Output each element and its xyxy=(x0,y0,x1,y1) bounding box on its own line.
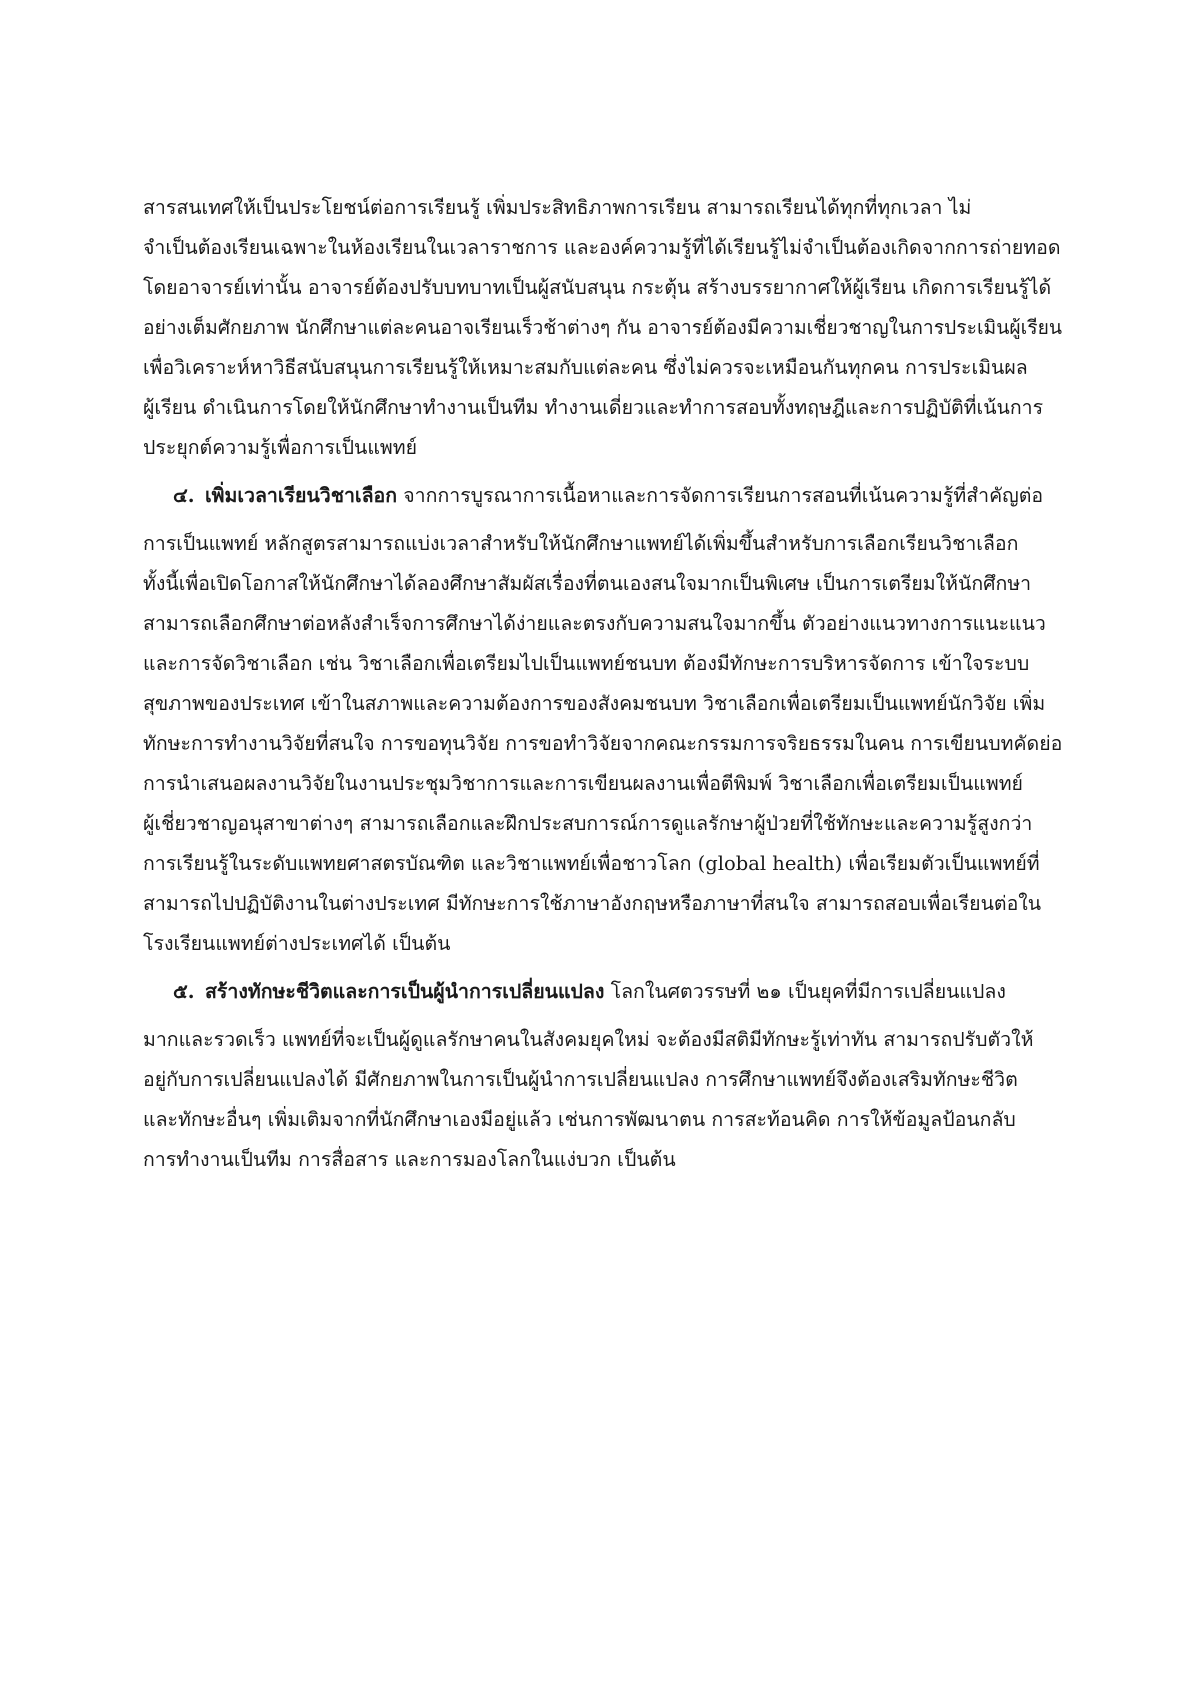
section-4-heading-line xyxy=(143,476,1063,516)
text-line: ผู้เชี่ยวชาญอนุสาขาต่างๆ สามารถเลือกและฝึกประสบการณ์การดูแลรักษาผู้ป่วยที่ใช้ทักษะและความรู้สูงกว่า xyxy=(143,812,1033,835)
text-line: สุขภาพของประเทศ เข้าในสภาพและความต้องการของสังคมชนบท วิชาเลือกเพื่อเตรียมเป็นแพทย์นักวิจัย เพิ่ม xyxy=(143,692,1046,715)
text-line: โดยอาจารย์เท่านั้น อาจารย์ต้องปรับบทบาทเป็นผู้สนับสนุน กระตุ้น สร้างบรรยากาศให้ผู้เรียน เกิดการเรียนรู้ได้ xyxy=(143,276,1052,299)
section-5-number: ๕. xyxy=(173,980,195,1003)
text-line: และทักษะอื่นๆ เพิ่มเติมจากที่นักศึกษาเองมีอยู่แล้ว เช่นการพัฒนาตน การสะท้อนคิด การให้ข้อมูลป้อนกลับ xyxy=(143,1108,1016,1131)
text-line: การเป็นแพทย์ หลักสูตรสามารถแบ่งเวลาสำหรับให้นักศึกษาแพทย์ได้เพิ่มขึ้นสำหรับการเลือกเรียนวิชาเลือก xyxy=(143,532,1019,555)
text-line: สามารถเลือกศึกษาต่อหลังสำเร็จการศึกษาได้ง่ายและตรงกับความสนใจมากขึ้น ตัวอย่างแนวทางการแนะแนว xyxy=(143,612,1046,635)
text-line: สามารถไปปฏิบัติงานในต่างประเทศ มีทักษะการใช้ภาษาอังกฤษหรือภาษาที่สนใจ สามารถสอบเพื่อเรียนต่อใน xyxy=(143,892,1042,915)
text-line: โรงเรียนแพทย์ต่างประเทศได้ เป็นต้น xyxy=(143,932,451,955)
text-line: ทั้งนี้เพื่อเปิดโอกาสให้นักศึกษาได้ลองศึกษาสัมผัสเรื่องที่ตนเองสนใจมากเป็นพิเศษ เป็นการเตรียมให้นักศึกษา xyxy=(143,572,1032,595)
section-4-lead: จากการบูรณาการเนื้อหาและการจัดการเรียนการสอนที่เน้นความรู้ที่สำคัญต่อ xyxy=(397,484,1044,507)
section-5-lead: โลกในศตวรรษที่ ๒๑ เป็นยุคที่มีการเปลี่ยนแปลง xyxy=(604,980,1006,1003)
text-line: ผู้เรียน ดำเนินการโดยให้นักศึกษาทำงานเป็นทีม ทำงานเดี่ยวและทำการสอบทั้งทฤษฎีและการปฏิบัติที่เน้นการ xyxy=(143,396,1044,419)
section-4-number: ๔. xyxy=(173,484,195,507)
text-line: การนำเสนอผลงานวิจัยในงานประชุมวิชาการและการเขียนผลงานเพื่อตีพิมพ์ วิชาเลือกเพื่อเตรียมเป็นแพทย์ xyxy=(143,772,1023,795)
text-line: สารสนเทศให้เป็นประโยชน์ต่อการเรียนรู้ เพิ่มประสิทธิภาพการเรียน สามารถเรียนได้ทุกที่ทุกเวลา ไม่ xyxy=(143,196,972,219)
text-line: เพื่อวิเคราะห์หาวิธีสนับสนุนการเรียนรู้ให้เหมาะสมกับแต่ละคน ซึ่งไม่ควรจะเหมือนกันทุกคน การประเมินผล xyxy=(143,356,1028,379)
text-line: อยู่กับการเปลี่ยนแปลงได้ มีศักยภาพในการเป็นผู้นำการเปลี่ยนแปลง การศึกษาแพทย์จึงต้องเสริมทักษะชีวิต xyxy=(143,1068,1018,1091)
text-line: ทักษะการทำงานวิจัยที่สนใจ การขอทุนวิจัย การขอทำวิจัยจากคณะกรรมการจริยธรรมในคน การเขียนบทคัดย่อ xyxy=(143,732,1063,755)
section-5-heading: สร้างทักษะชีวิตและการเป็นผู้นำการเปลี่ยนแปลง xyxy=(205,980,605,1003)
section-4-heading: เพิ่มเวลาเรียนวิชาเลือก xyxy=(205,484,398,507)
text-line: มากและรวดเร็ว แพทย์ที่จะเป็นผู้ดูแลรักษาคนในสังคมยุคใหม่ จะต้องมีสติมีทักษะรู้เท่าทัน สามารถปรับตัวให้ xyxy=(143,1028,1034,1051)
text-line: จำเป็นต้องเรียนเฉพาะในห้องเรียนในเวลาราชการ และองค์ความรู้ที่ได้เรียนรู้ไม่จำเป็นต้องเกิดจากการถ่ายทอด xyxy=(143,236,1061,259)
text-line: การเรียนรู้ในระดับแพทยศาสตรบัณฑิต และวิชาแพทย์เพื่อชาวโลก (global health) เพื่อเรียมตัวเป็นแพทย์ที่ xyxy=(143,852,1040,875)
text-line: และการจัดวิชาเลือก เช่น วิชาเลือกเพื่อเตรียมไปเป็นแพทย์ชนบท ต้องมีทักษะการบริหารจัดการ เข้าใจระบบ xyxy=(143,652,1030,675)
body-text xyxy=(143,188,1063,1180)
text-line: การทำงานเป็นทีม การสื่อสาร และการมองโลกในแง่บวก เป็นต้น xyxy=(143,1148,676,1171)
text-line: อย่างเต็มศักยภาพ นักศึกษาแต่ละคนอาจเรียนเร็วช้าต่างๆ กัน อาจารย์ต้องมีความเชี่ยวชาญในการประเมินผู้เรียน xyxy=(143,316,1063,339)
section-5-heading-line xyxy=(143,972,1063,1012)
text-line: ประยุกต์ความรู้เพื่อการเป็นแพทย์ xyxy=(143,436,418,459)
